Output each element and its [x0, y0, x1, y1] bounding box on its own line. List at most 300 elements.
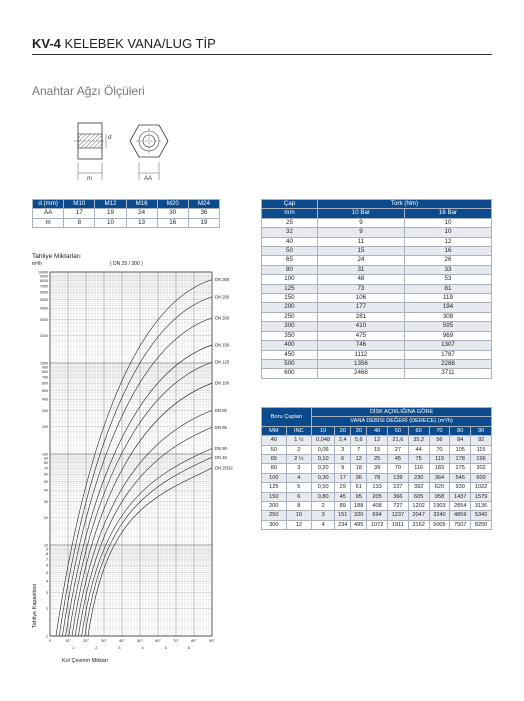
flow-cell: 366 — [387, 492, 408, 501]
flow-cell: 727 — [387, 502, 408, 511]
torque-cell: 119 — [404, 294, 491, 303]
flow-cell: 302 — [471, 464, 492, 473]
torque-cell: 9 — [317, 218, 404, 227]
flow-cell: 105 — [450, 445, 471, 454]
y-tick-label: 10000 — [38, 270, 48, 275]
torque-head-torque: Tork (Nm) — [317, 200, 491, 209]
flow-cell: 0,10 — [312, 455, 335, 464]
flow-cell: 5 — [286, 483, 311, 492]
bolt-col-header: M24 — [188, 200, 219, 209]
y-tick-label: 5000 — [40, 297, 48, 302]
flow-cell: 78 — [367, 473, 388, 482]
flow-cell: 150 — [262, 492, 287, 501]
torque-head-mm: mm — [262, 209, 318, 218]
torque-cell: 11 — [317, 237, 404, 246]
flow-cell: 178 — [450, 455, 471, 464]
flow-cell: 95 — [351, 492, 367, 501]
flow-cell: 4 — [312, 520, 335, 529]
series-label: DN 50 — [215, 445, 227, 451]
series-label: DN 125 — [215, 359, 230, 365]
bolt-size-table — [32, 199, 220, 228]
x-turn-tick-label: 5 — [164, 646, 167, 650]
flow-cell: 92 — [471, 436, 492, 445]
flow-cell: 3 — [286, 464, 311, 473]
y-tick-label: 3000 — [40, 317, 48, 322]
y-tick-label: 9 — [46, 547, 48, 552]
torque-cell: 2468 — [317, 369, 404, 378]
flow-cell: 70 — [429, 445, 450, 454]
flow-cell: 1237 — [387, 511, 408, 520]
torque-cell: 12 — [404, 237, 491, 246]
y-tick-label: 50 — [44, 479, 48, 484]
flow-col-header: 60 — [408, 426, 429, 435]
flow-cell: 75 — [408, 455, 429, 464]
y-tick-label: 70 — [44, 466, 48, 471]
x-degree-tick-label: 20° — [83, 639, 89, 643]
x-turn-tick-label: 4 — [141, 646, 144, 650]
flow-cell: 61 — [351, 483, 367, 492]
x-degree-tick-label: 60° — [155, 639, 161, 643]
flow-cell: 408 — [367, 502, 388, 511]
flow-cell: 392 — [408, 483, 429, 492]
torque-cell: 2288 — [404, 359, 491, 368]
flow-cell: 139 — [387, 473, 408, 482]
torque-cell: 350 — [262, 331, 318, 340]
torque-cell: 200 — [262, 303, 318, 312]
series-label: DN 65 — [215, 424, 227, 430]
flow-cell: 21,6 — [387, 436, 408, 445]
torque-cell: 410 — [317, 322, 404, 331]
torque-cell: 125 — [262, 284, 318, 293]
flow-col-header: İNC — [286, 426, 311, 435]
flow-col-header: 70 — [429, 426, 450, 435]
series-label: DN 200 — [215, 315, 230, 321]
table-row — [262, 464, 492, 473]
flow-cell: 364 — [429, 473, 450, 482]
torque-cell: 150 — [262, 294, 318, 303]
bolt-cell: 16 — [157, 218, 188, 227]
flow-cell: 694 — [367, 511, 388, 520]
torque-cell: 33 — [404, 265, 491, 274]
chart-subtitle: ( DN 25 / 300 ) — [110, 261, 143, 267]
flow-cell: 546 — [450, 473, 471, 482]
table-row — [262, 256, 492, 265]
flow-cell: 1072 — [367, 520, 388, 529]
product-name: KELEBEK VANA/LUG TİP — [64, 36, 216, 51]
x-turn-tick-label: 1 — [72, 646, 75, 650]
bolt-cell: 17 — [64, 209, 95, 218]
bolt-col-header: M20 — [157, 200, 188, 209]
flow-cell: 50 — [262, 445, 287, 454]
table-row — [262, 265, 492, 274]
torque-cell: 40 — [262, 237, 318, 246]
y-tick-label: 6 — [46, 563, 48, 568]
flow-head-title-1: DİSK AÇIKLIĞINA GÖRE — [312, 408, 492, 417]
table-row — [262, 502, 492, 511]
bolt-table-header — [33, 200, 220, 209]
table-row — [262, 520, 492, 529]
torque-cell: 31 — [317, 265, 404, 274]
torque-cell: 73 — [317, 284, 404, 293]
y-tick-label: 200 — [42, 425, 48, 430]
torque-cell: 26 — [404, 256, 491, 265]
page-title — [32, 36, 216, 51]
flow-table-columns — [262, 426, 492, 435]
x-turn-tick-label: 3 — [118, 646, 121, 650]
flow-cell: 3 — [335, 445, 351, 454]
flow-cell: 133 — [367, 483, 388, 492]
table-row — [262, 218, 492, 227]
flow-cell: 5,6 — [351, 436, 367, 445]
flow-cell: 40 — [262, 436, 287, 445]
torque-cell: 10 — [404, 218, 491, 227]
flow-cell: 125 — [262, 483, 287, 492]
torque-cell: 15 — [317, 247, 404, 256]
nut-top-view — [130, 125, 168, 180]
flow-cell: 605 — [408, 492, 429, 501]
torque-cell: 746 — [317, 341, 404, 350]
bolt-cell: AA — [33, 209, 64, 218]
torque-cell: 969 — [404, 331, 491, 340]
y-tick-label: 800 — [42, 370, 48, 375]
flow-cell: 15 — [367, 445, 388, 454]
table-row — [262, 511, 492, 520]
torque-cell: 1787 — [404, 350, 491, 359]
flow-cell: 0,06 — [312, 445, 335, 454]
flow-head-title-2: VANA DEBİSİ DEĞERİ (DERECE) (m³/h) — [312, 417, 492, 426]
dim-aa-label: AA — [144, 176, 153, 182]
chart-title: Tahliye Miktarları — [32, 253, 81, 260]
flow-cell: 12 — [286, 520, 311, 529]
flow-cell: 3136 — [471, 502, 492, 511]
torque-cell: 65 — [262, 256, 318, 265]
flow-cell: 230 — [408, 473, 429, 482]
torque-cell: 308 — [404, 312, 491, 321]
y-tick-label: 5 — [46, 570, 48, 575]
table-row — [262, 275, 492, 284]
flow-cell: 12 — [367, 436, 388, 445]
torque-cell: 1307 — [404, 341, 491, 350]
table-row — [262, 312, 492, 321]
series-label: DN 250 — [215, 294, 230, 300]
y-tick-label: 4 — [46, 579, 48, 584]
flow-table-header-top — [262, 408, 492, 417]
bolt-cell: m — [33, 218, 64, 227]
flow-cell: 300 — [262, 520, 287, 529]
y-tick-label: 100 — [42, 452, 48, 457]
table-row — [262, 228, 492, 237]
table-row — [262, 359, 492, 368]
flow-cell: 151 — [335, 511, 351, 520]
torque-table-header — [262, 200, 492, 209]
y-tick-label: 2 — [46, 607, 48, 612]
table-row — [262, 247, 492, 256]
series-label: DN 100 — [215, 380, 230, 386]
bolt-cell: 19 — [188, 218, 219, 227]
bolt-col-header: d (mm) — [33, 200, 64, 209]
flow-cell: 45 — [387, 455, 408, 464]
flow-chart — [32, 250, 252, 670]
flow-cell: 56 — [429, 436, 450, 445]
y-tick-label: 8 — [46, 552, 48, 557]
bolt-cell: 8 — [64, 218, 95, 227]
flow-cell: 3240 — [429, 511, 450, 520]
flow-cell: 25 — [367, 455, 388, 464]
flow-cell: 100 — [262, 473, 287, 482]
flow-cell: 495 — [351, 520, 367, 529]
flow-col-header: 30 — [351, 426, 367, 435]
torque-cell: 50 — [262, 247, 318, 256]
y-tick-label: 900 — [42, 365, 48, 370]
torque-cell: 300 — [262, 322, 318, 331]
y-tick-label: 500 — [42, 388, 48, 393]
y-tick-label: 8000 — [40, 279, 48, 284]
flow-cell: 1 ½ — [286, 436, 311, 445]
flow-cell: 183 — [429, 464, 450, 473]
flow-cell: 1911 — [387, 520, 408, 529]
flow-cell: 44 — [408, 445, 429, 454]
flow-cell: 4 — [286, 473, 311, 482]
flow-cell: 1579 — [471, 492, 492, 501]
x-degree-tick-label: 10° — [65, 639, 71, 643]
bolt-cell: 10 — [95, 218, 126, 227]
torque-cell: 250 — [262, 312, 318, 321]
table-row — [262, 284, 492, 293]
torque-cell: 32 — [262, 228, 318, 237]
torque-cell: 595 — [404, 322, 491, 331]
table-row — [262, 483, 492, 492]
table-row — [262, 341, 492, 350]
y-tick-label: 40 — [44, 488, 48, 493]
series-label: DN 80 — [215, 407, 227, 413]
y-tick-label: 90 — [44, 456, 48, 461]
flow-cell: 65 — [262, 455, 287, 464]
torque-cell: 1112 — [317, 350, 404, 359]
bolt-cell: 13 — [126, 218, 157, 227]
torque-cell: 81 — [404, 284, 491, 293]
torque-cell: 400 — [262, 341, 318, 350]
flow-cell: 0,30 — [312, 473, 335, 482]
section-title: Anahtar Ağzı Ölçüleri — [32, 84, 145, 98]
torque-cell: 194 — [404, 303, 491, 312]
x-degree-tick-label: 50° — [137, 639, 143, 643]
flow-cell: 205 — [367, 492, 388, 501]
torque-cell: 100 — [262, 275, 318, 284]
flow-cell: 237 — [387, 483, 408, 492]
bolt-cell: 24 — [126, 209, 157, 218]
nut-side-view — [74, 123, 106, 180]
flow-cell: 27 — [387, 445, 408, 454]
flow-col-header: MM — [262, 426, 287, 435]
torque-cell: 500 — [262, 359, 318, 368]
flow-cell: 2,4 — [335, 436, 351, 445]
flow-cell: 70 — [387, 464, 408, 473]
flow-cell: 115 — [471, 445, 492, 454]
flow-col-header: 80 — [450, 426, 471, 435]
flow-cell: 89 — [335, 502, 351, 511]
flow-cell: 600 — [471, 473, 492, 482]
flow-cell: 6 — [286, 492, 311, 501]
flow-cell: 1022 — [471, 483, 492, 492]
y-tick-label: 3 — [46, 590, 48, 595]
y-tick-label: 300 — [42, 408, 48, 413]
flow-cell: 10 — [286, 511, 311, 520]
flow-cell: 116 — [408, 464, 429, 473]
flow-cell: 0,20 — [312, 464, 335, 473]
bolt-cell: 30 — [157, 209, 188, 218]
dim-d-label: d — [108, 135, 112, 141]
flow-cell: 2 — [312, 502, 335, 511]
y-tick-label: 700 — [42, 375, 48, 380]
dim-m-label: m — [87, 176, 92, 182]
y-tick-label: 7 — [46, 557, 48, 562]
chart-ylabel: Tahliye Kapasitesi — [32, 583, 38, 628]
flow-cell: 5005 — [429, 520, 450, 529]
flow-cell: 5340 — [471, 511, 492, 520]
bolt-cell: 19 — [95, 209, 126, 218]
flow-cell: 8 — [286, 502, 311, 511]
flow-cell: 2854 — [450, 502, 471, 511]
flow-cell: 0,80 — [312, 492, 335, 501]
torque-cell: 9 — [317, 228, 404, 237]
flow-cell: 8250 — [471, 520, 492, 529]
flow-cell: 0,048 — [312, 436, 335, 445]
y-tick-label: 400 — [42, 397, 48, 402]
bolt-table-body — [33, 209, 220, 228]
torque-cell: 53 — [404, 275, 491, 284]
table-row — [262, 237, 492, 246]
flow-cell: 12 — [351, 455, 367, 464]
torque-cell: 3711 — [404, 369, 491, 378]
flow-cell: 196 — [471, 455, 492, 464]
x-degree-tick-label: 30° — [101, 639, 107, 643]
flow-cell: 0,50 — [312, 483, 335, 492]
table-row — [262, 436, 492, 445]
flow-cell: 1437 — [450, 492, 471, 501]
table-row — [262, 492, 492, 501]
y-tick-label: 6000 — [40, 290, 48, 295]
flow-col-header: 50 — [387, 426, 408, 435]
y-tick-label: 10 — [44, 543, 48, 548]
flow-cell: 2 ½ — [286, 455, 311, 464]
x-degree-tick-label: 0 — [48, 639, 52, 643]
table-row — [262, 331, 492, 340]
flow-cell: 250 — [262, 511, 287, 520]
flow-cell: 2047 — [408, 511, 429, 520]
table-row — [262, 350, 492, 359]
y-tick-label: 20 — [44, 516, 48, 521]
flow-cell: 36 — [351, 473, 367, 482]
y-tick-label: 7000 — [40, 284, 48, 289]
bolt-col-header: M10 — [64, 200, 95, 209]
chart-unit: m³/h — [32, 261, 42, 267]
torque-cell: 80 — [262, 265, 318, 274]
flow-cell: 39 — [367, 464, 388, 473]
flow-table — [261, 407, 492, 530]
y-tick-label: 60 — [44, 472, 48, 477]
table-row — [262, 473, 492, 482]
product-code: KV-4 — [32, 36, 61, 51]
flow-cell: 18 — [351, 464, 367, 473]
torque-cell: 450 — [262, 350, 318, 359]
title-divider — [32, 54, 492, 55]
bolt-col-header: M12 — [95, 200, 126, 209]
flow-col-header: 20 — [335, 426, 351, 435]
torque-cell: 48 — [317, 275, 404, 284]
flow-cell: 29 — [335, 483, 351, 492]
x-turn-tick-label: 6 — [187, 646, 190, 650]
y-tick-label: 9000 — [40, 274, 48, 279]
bolt-cell: 36 — [188, 209, 219, 218]
torque-cell: 600 — [262, 369, 318, 378]
flow-cell: 3 — [312, 511, 335, 520]
flow-cell: 17 — [335, 473, 351, 482]
flow-head-pipe: Boru Çapları — [262, 408, 312, 427]
y-tick-label: 80 — [44, 461, 48, 466]
torque-cell: 177 — [317, 303, 404, 312]
torque-cell: 1356 — [317, 359, 404, 368]
torque-head-diameter: Çap — [262, 200, 318, 209]
flow-cell: 80 — [262, 464, 287, 473]
series-label: DN 150 — [215, 342, 230, 348]
x-turn-tick-label: 2 — [95, 646, 98, 650]
table-row — [262, 445, 492, 454]
x-degree-tick-label: 80° — [191, 639, 197, 643]
flow-table-body — [262, 436, 492, 530]
flow-col-header: 40 — [367, 426, 388, 435]
torque-head-10bar: 10 Bar — [317, 209, 404, 218]
table-row — [33, 218, 220, 227]
torque-cell: 475 — [317, 331, 404, 340]
flow-col-header: 10 — [312, 426, 335, 435]
table-row — [262, 369, 492, 378]
flow-cell: 119 — [429, 455, 450, 464]
torque-head-16bar: 16 Bar — [404, 209, 491, 218]
x-degree-tick-label: 40° — [119, 639, 125, 643]
flow-cell: 1903 — [429, 502, 450, 511]
flow-cell: 958 — [429, 492, 450, 501]
torque-cell: 106 — [317, 294, 404, 303]
flow-cell: 35,2 — [408, 436, 429, 445]
table-row — [262, 303, 492, 312]
chart-plot-area — [38, 270, 233, 650]
series-label: DN 25/32 — [215, 465, 233, 471]
flow-cell: 200 — [262, 502, 287, 511]
torque-table-subheader — [262, 209, 492, 218]
flow-cell: 1202 — [408, 502, 429, 511]
flow-cell: 7 — [351, 445, 367, 454]
series-label: DN 300 — [215, 277, 230, 283]
series-label: DN 40 — [215, 454, 227, 460]
y-tick-label: 30 — [44, 499, 48, 504]
x-degree-tick-label: 90° — [209, 639, 215, 643]
y-tick-label: 1 — [46, 634, 48, 639]
y-tick-label: 4000 — [40, 306, 48, 311]
x-degree-tick-label: 70° — [173, 639, 179, 643]
flow-cell: 188 — [351, 502, 367, 511]
torque-cell: 16 — [404, 247, 491, 256]
y-tick-label: 1000 — [40, 361, 48, 366]
table-row — [262, 455, 492, 464]
torque-cell: 281 — [317, 312, 404, 321]
flow-cell: 3162 — [408, 520, 429, 529]
flow-col-header: 90 — [471, 426, 492, 435]
flow-cell: 4859 — [450, 511, 471, 520]
flow-cell: 45 — [335, 492, 351, 501]
flow-cell: 7507 — [450, 520, 471, 529]
nut-drawing — [68, 118, 198, 188]
torque-cell: 24 — [317, 256, 404, 265]
